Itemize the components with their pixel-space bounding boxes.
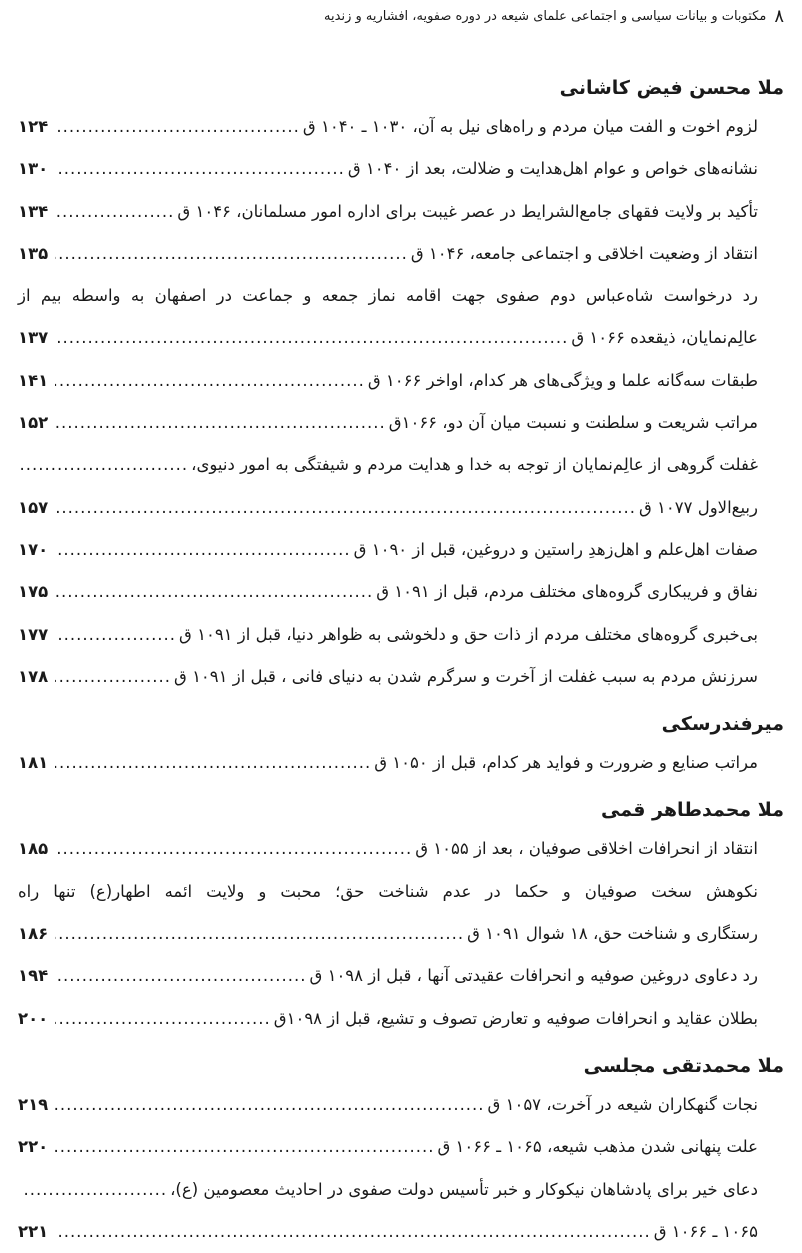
entry-page-number: ۱۷۰ [18,539,49,559]
entry-title: رد درخواست شاه‌عباس دوم صفوی جهت اقامه نماز جمعه و جماعت در اصفهان به واسطه بیم از [18,286,758,306]
dot-leader [55,1211,651,1253]
toc-entry[interactable] [18,913,784,955]
dot-leader [55,828,412,870]
entry-title: مراتب صنایع و ضرورت و فواید هر کدام، قبل از ۱۰۵۰ ق [374,753,758,773]
toc-entry[interactable] [18,742,784,784]
dot-leader [55,148,345,190]
entry-page-number: ۱۴۱ [18,370,49,390]
toc-entry[interactable] [18,656,784,698]
entry-page-number: ۱۵۷ [18,497,49,517]
entry-page-number: ۱۸۱ [18,753,49,773]
entry-page-number: ۱۹۴ [18,966,49,986]
dot-leader [55,742,371,784]
section-heading: ملا محمدتقی مجلسی [583,1054,784,1077]
dot-leader [55,106,300,148]
entry-title: انتقاد از انحرافات اخلاقی صوفیان ، بعد از ۱۰۵۵ ق [415,839,758,859]
toc-entry[interactable] [18,955,784,997]
toc-entry[interactable] [18,317,784,359]
dot-leader [55,487,636,529]
entry-title: نفاق و فریبکاری گروه‌های مختلف مردم، قبل از ۱۰۹۱ ق [376,582,758,602]
toc-entry[interactable] [18,191,784,233]
entry-page-number: ۱۸۶ [18,924,49,944]
entry-title: لزوم اخوت و الفت میان مردم و راه‌های نیل به آن، ۱۰۳۰ ـ ۱۰۴۰ ق [302,117,758,136]
section-heading: ملا محمدطاهر قمی [600,799,784,822]
entry-title: ربیع‌الاول ۱۰۷۷ ق [638,497,758,517]
toc-entry[interactable] [18,871,784,913]
toc-entry[interactable] [18,828,784,870]
entry-page-number: ۱۸۵ [18,839,49,859]
dot-leader [55,360,365,402]
toc-entry[interactable] [18,1084,784,1126]
entry-page-number: ۱۳۴ [18,201,49,221]
dot-leader [55,913,464,955]
running-header [260,6,784,27]
dot-leader [55,1084,485,1126]
entry-title: سرزنش مردم به سبب غفلت از آخرت و سرگرم شدن به دنیای فانی ، قبل از ۱۰۹۱ ق [174,666,758,686]
toc-entry[interactable] [18,275,784,317]
book-title: مکتوبات و بیانات سیاسی و اجتماعی علمای شیعه در دوره صفویه، افشاریه و زندیه [324,9,767,24]
dot-leader [21,444,188,486]
entry-page-number: ۱۳۷ [18,328,49,348]
toc-entry[interactable] [18,106,784,148]
entry-title: رستگاری و شناخت حق، ۱۸ شوال ۱۰۹۱ ق [467,924,758,944]
entry-title: بطلان عقاید و انحرافات صوفیه و تعارض تصوف و تشیع، قبل از ۱۰۹۸ق [273,1008,758,1028]
page-number: ۸ [774,6,784,27]
dot-leader [55,1126,434,1168]
toc-entry[interactable] [18,487,784,529]
dot-leader [55,317,568,359]
dot-leader [55,402,386,444]
entry-title: علت پنهانی شدن مذهب شیعه، ۱۰۶۵ ـ ۱۰۶۶ ق [437,1137,758,1157]
toc-entry[interactable] [18,402,784,444]
entry-title: دعای خیر برای پادشاهان نیکوکار و خبر تأسیس دولت صفوی در احادیث معصومین (ع)، [170,1179,758,1199]
toc-entry[interactable] [18,998,784,1040]
entry-title: مراتب شریعت و سلطنت و نسبت میان آن دو، ۱۰۶۶ق [388,413,758,433]
entry-title: عالِم‌نمایان، ذیقعده ۱۰۶۶ ق [571,328,758,348]
toc-entry[interactable] [18,233,784,275]
dot-leader [55,571,373,613]
entry-page-number: ۱۲۴ [18,117,49,136]
toc-entry[interactable] [18,444,784,486]
entry-page-number: ۲۰۰ [18,1008,49,1028]
entry-title: انتقاد از وضعیت اخلاقی و اجتماعی جامعه، ۱۰۴۶ ق [410,243,758,263]
toc-entry[interactable] [18,1126,784,1168]
toc-entry[interactable] [18,148,784,190]
entry-page-number: ۲۲۱ [18,1221,49,1241]
entry-title: تأکید بر ولایت فقهای جامع‌الشرایط در عصر غیبت برای اداره امور مسلمانان، ۱۰۴۶ ق [177,201,758,221]
dot-leader [55,614,176,656]
entry-title: نکوهش سخت صوفیان و حکما در عدم شناخت حق؛ محبت و ولایت ائمه اطهار(ع) تنها راه [18,881,758,901]
toc-entry[interactable] [18,571,784,613]
entry-title: غفلت گروهی از عالِم‌نمایان از توجه به خدا و هدایت مردم و شیفتگی به امور دنیوی، [191,455,758,475]
entry-title: طبقات سه‌گانه علما و ویژگی‌های هر کدام، اواخر ۱۰۶۶ ق [367,370,758,390]
section-heading: ملا محسن فیض کاشانی [559,77,784,99]
entry-title: بی‌خبری گروه‌های مختلف مردم از ذات حق و دلخوشی به ظواهر دنیا، قبل از ۱۰۹۱ ق [179,624,758,644]
toc-entry[interactable] [18,360,784,402]
entry-page-number: ۱۷۸ [18,666,49,686]
entry-page-number: ۱۳۵ [18,243,49,263]
dot-leader [55,955,307,997]
entry-page-number: ۱۷۷ [18,624,49,644]
dot-leader [55,233,408,275]
dot-leader [55,998,271,1040]
toc-entry[interactable] [18,529,784,571]
entry-title: نشانه‌های خواص و عوام اهل‌هدایت و ضلالت، بعد از ۱۰۴۰ ق [347,159,758,179]
toc-entry[interactable] [18,1169,784,1211]
entry-title: نجات گنهکاران شیعه در آخرت، ۱۰۵۷ ق [487,1094,758,1114]
toc-entry[interactable] [18,1211,784,1253]
dot-leader [55,529,351,571]
entry-page-number: ۱۷۵ [18,582,49,602]
toc-entry[interactable] [18,614,784,656]
dot-leader [21,1169,167,1211]
section-heading: میرفندرسکی [661,713,784,736]
entry-title: صفات اهل‌علم و اهل‌زهدِ راستین و دروغین، قبل از ۱۰۹۰ ق [353,539,758,559]
entry-page-number: ۱۳۰ [18,159,49,179]
entry-page-number: ۲۲۰ [18,1137,49,1157]
entry-title: ۱۰۶۵ ـ ۱۰۶۶ ق [653,1221,758,1241]
dot-leader [55,191,174,233]
entry-page-number: ۱۵۲ [18,413,49,433]
table-of-contents [18,62,784,1253]
entry-page-number: ۲۱۹ [18,1094,49,1114]
dot-leader [55,656,171,698]
entry-title: رد دعاوی دروغین صوفیه و انحرافات عقیدتی آنها ، قبل از ۱۰۹۸ ق [309,966,758,986]
